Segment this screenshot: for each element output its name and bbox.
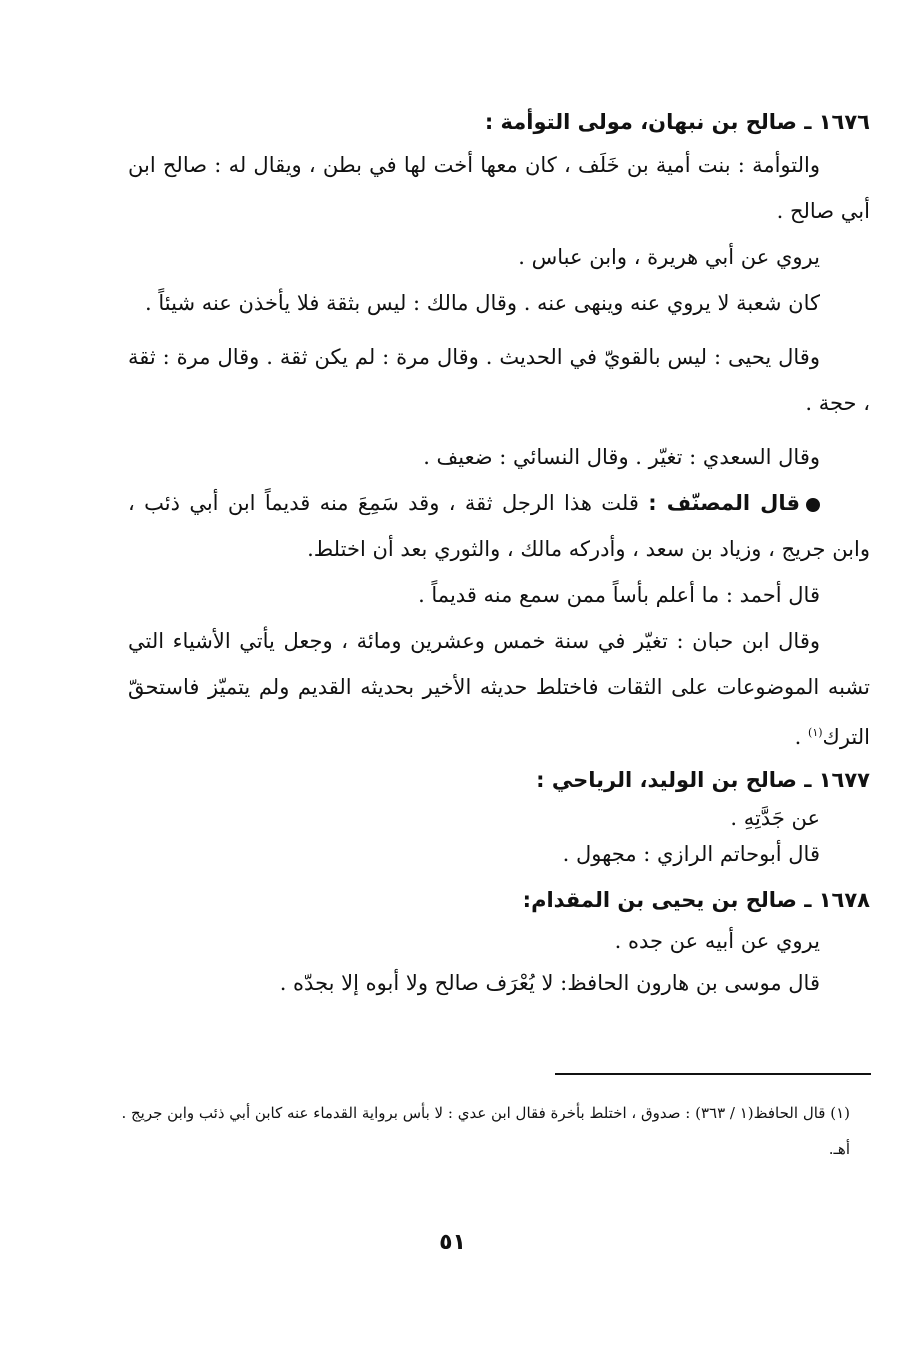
footnote-1: (١) قال الحافظ(١ / ٣٦٣) : صدوق ، اختلط بأخرة فقال ابن عدي : لا بأس برواية القدماء عنه كابن أبي ذئب وابن جريج . أهـ. — [121, 1104, 850, 1158]
entry-paragraph: قال موسى بن هارون الحافظ: لا يُعْرَف صالح ولا أبوه إلا بجدّه . — [279, 971, 820, 995]
author-note-text: قلت هذا الرجل ثقة ، وقد سَمِعَ منه قديماً ابن أبي ذئب ، وابن جريج ، وزياد بن سعد ، وأدركه مالك ، والثوري بعد أن اختلط. — [128, 491, 870, 561]
author-note-label: قال المصنّف : — [648, 491, 800, 515]
page-number: ٥١ — [439, 1230, 466, 1255]
bullet-icon — [806, 498, 820, 512]
entry-paragraph: قال أحمد : ما أعلم بأساً ممن سمع منه قديماً . — [418, 583, 820, 607]
entry-title-1677: ١٦٧٧ ـ صالح بن الوليد، الرياحي : — [536, 768, 870, 792]
author-note — [128, 480, 870, 572]
entry-paragraph: يروي عن أبي هريرة ، وابن عباس . — [518, 245, 820, 269]
entry-paragraph: قال أبوحاتم الرازي : مجهول . — [562, 842, 820, 866]
entry-paragraph: وقال ابن حبان : تغيّر في سنة خمس وعشرين ومائة ، وجعل يأتي الأشياء التي تشبه الموضوعات على الثقات فاختلط حديثه الأخير بحديثه القديم ولم يتميّز فاستحقّ الترك$^{(١)}$ . — [128, 629, 870, 749]
entry-title-1676: ١٦٧٦ ـ صالح بن نبهان، مولى التوأمة : — [484, 110, 870, 134]
ibn-hibban-text: وقال ابن حبان : تغيّر في سنة خمس وعشرين ومائة ، وجعل يأتي الأشياء التي تشبه الموضوعات على الثقات فاختلط حديثه الأخير بحديثه القديم ولم يتميّز فاستحقّ الترك — [128, 629, 870, 749]
footnote-ref[interactable]: (١) — [808, 726, 823, 739]
entry-title-1678: ١٦٧٨ ـ صالح بن يحيى بن المقدام: — [522, 888, 870, 912]
main-text — [128, 102, 870, 1004]
entry-paragraph: عن جَدَّتِهِ . — [730, 806, 820, 830]
footnotes — [110, 1095, 850, 1167]
entry-paragraph: وقال السعدي : تغيّر . وقال النسائي : ضعيف . — [423, 445, 820, 469]
entry-paragraph: والتوأمة : بنت أمية بن خَلَف ، كان معها أخت لها في بطن ، ويقال له : صالح ابن أبي صالح . — [128, 153, 870, 223]
entry-paragraph: يروي عن أبيه عن جده . — [614, 929, 820, 953]
entry-paragraph: كان شعبة لا يروي عنه وينهى عنه . وقال مالك : ليس بثقة فلا يأخذن عنه شيئاً . — [145, 291, 820, 315]
entry-paragraph: وقال يحيى : ليس بالقويّ في الحديث . وقال مرة : لم يكن ثقة . وقال مرة : ثقة ، حجة . — [128, 345, 870, 415]
footnote-divider — [555, 1073, 871, 1075]
